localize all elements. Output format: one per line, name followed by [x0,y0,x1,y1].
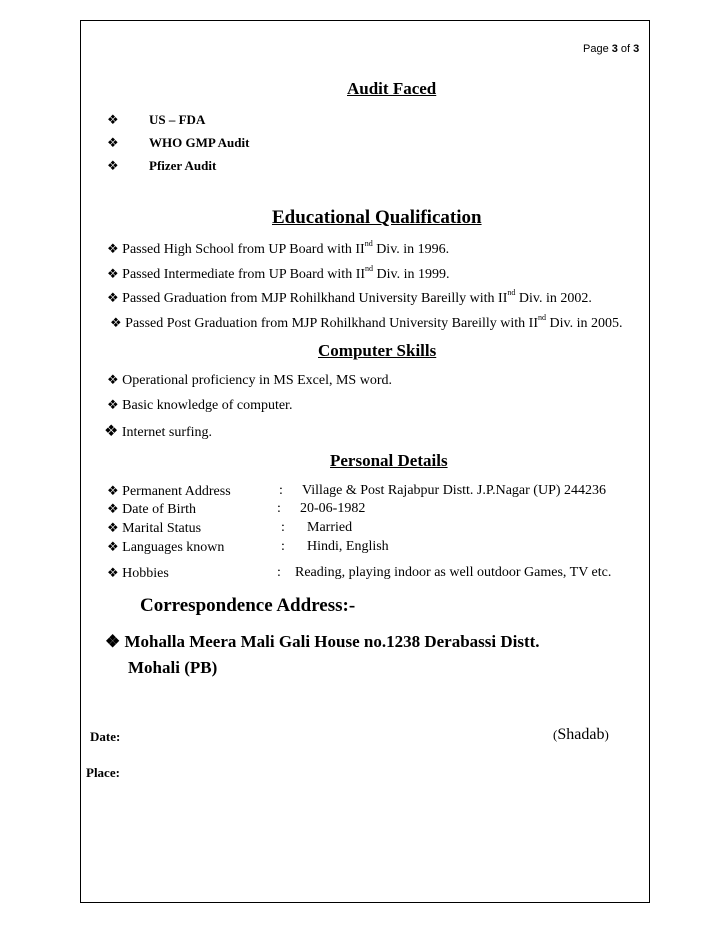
diamond-bullet-icon: ❖ [107,397,119,412]
personal-separator: : [277,565,281,580]
personal-row [107,502,196,517]
diamond-bullet-icon: ❖ [107,290,119,305]
diamond-bullet-icon: ❖ [107,501,119,516]
audit-item: ❖ Pfizer Audit [107,158,217,173]
personal-label: Date of Birth [122,502,197,517]
personal-value: Village & Post Rajabpur Distt. J.P.Nagar (UP) 244236 [302,483,607,498]
audit-item: ❖ US – FDA [107,112,206,127]
personal-value: 20-06-1982 [300,501,366,516]
diamond-bullet-icon: ❖ [107,372,119,387]
skill-item: ❖ Internet surfing. [104,423,213,440]
education-item: ❖ Passed Graduation from MJP Rohilkhand University Bareilly with IInd Div. in 2002. [107,288,592,306]
personal-value: Hindi, English [307,539,389,554]
personal-label: Permanent Address [122,484,231,499]
personal-value: Married [307,520,353,535]
personal-label: Hobbies [122,566,169,581]
signature-name: (Shadab) [553,726,609,743]
personal-row [107,521,201,536]
diamond-bullet-icon: ❖ [107,112,119,127]
personal-label: Languages known [122,540,225,555]
computer-heading: Computer Skills [318,341,437,360]
education-item: ❖ Passed Intermediate from UP Board with IInd Div. in 1999. [107,264,450,282]
diamond-bullet-icon: ❖ [107,241,119,256]
skill-item: ❖ Basic knowledge of computer. [107,397,293,413]
personal-value: Reading, playing indoor as well outdoor Games, TV etc. [295,565,612,580]
personal-heading: Personal Details [330,451,448,470]
personal-separator: : [281,520,285,535]
personal-row [107,540,224,555]
diamond-bullet-icon: ❖ [107,158,119,173]
correspondence-address: ❖ Mohalla Meera Mali Gali House no.1238 Derabassi Distt. [105,632,540,651]
diamond-bullet-icon: ❖ [107,483,119,498]
skill-item: ❖ Operational proficiency in MS Excel, MS word. [107,372,392,388]
diamond-bullet-icon: ❖ [104,423,119,440]
diamond-bullet-icon: ❖ [105,632,121,651]
diamond-bullet-icon: ❖ [107,539,119,554]
personal-separator: : [277,501,281,516]
personal-separator: : [281,539,285,554]
education-heading: Educational Qualification [272,207,482,228]
diamond-bullet-icon: ❖ [107,520,119,535]
correspondence-heading: Correspondence Address:- [140,595,356,616]
page-number: Page 3 of 3 [583,43,640,55]
place-label: Place: [86,765,120,780]
diamond-bullet-icon: ❖ [107,565,119,580]
audit-heading: Audit Faced [347,79,437,98]
audit-item: ❖ WHO GMP Audit [107,135,250,150]
personal-separator: : [279,483,283,498]
education-item: ❖ Passed Post Graduation from MJP Rohilkhand University Bareilly with IInd Div. in 2005. [110,313,623,331]
personal-label: Marital Status [122,521,202,536]
personal-row [107,484,231,499]
diamond-bullet-icon: ❖ [107,266,119,281]
diamond-bullet-icon: ❖ [110,315,122,330]
personal-row [107,566,169,581]
correspondence-address-line2: Mohali (PB) [128,658,218,677]
education-item: ❖ Passed High School from UP Board with IInd Div. in 1996. [107,239,450,257]
date-label: Date: [90,729,121,744]
diamond-bullet-icon: ❖ [107,135,119,150]
